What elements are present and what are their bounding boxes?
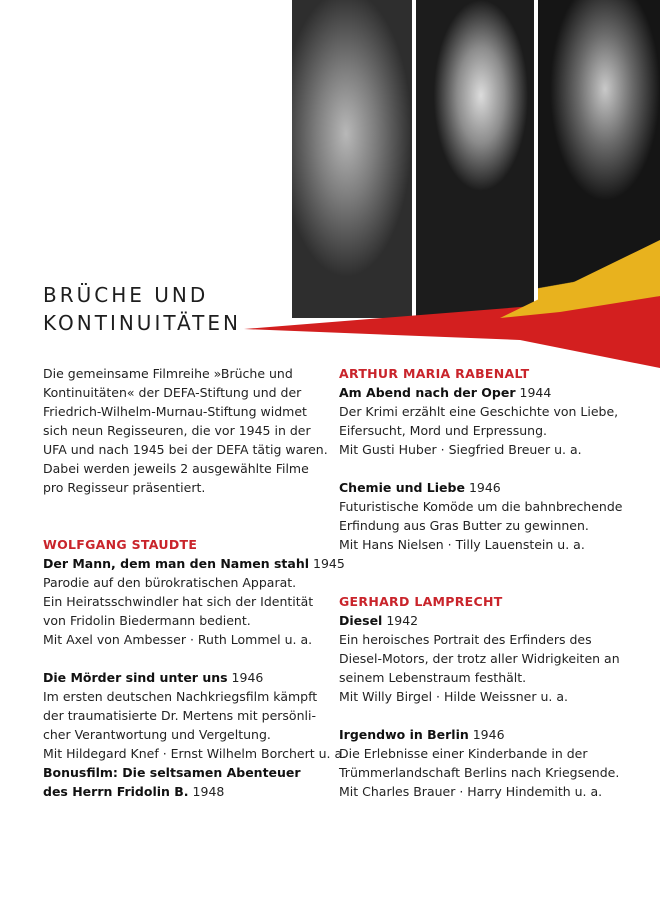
film-cast-line: Mit Willy Birgel · Hilde Weissner u. a. — [339, 689, 568, 704]
film-cast-line: Mit Axel von Ambesser · Ruth Lommel u. a. — [43, 632, 313, 647]
page-headline — [43, 281, 241, 337]
film-cast-line: Mit Charles Brauer · Harry Hindemith u. a. — [339, 784, 603, 799]
intro-line: Kontinuitäten« der DEFA-Stiftung und der — [43, 385, 302, 400]
film-description-line: Futuristische Komöde um die bahnbrechende — [339, 499, 623, 514]
film-description-line: der traumatisierte Dr. Mertens mit persönli- — [43, 708, 316, 723]
headline-line-1: BRÜCHE UND — [43, 283, 209, 307]
film-description-line: Die Erlebnisse einer Kinderbande in der — [339, 746, 588, 761]
film-description-line: Trümmerlandschaft Berlins nach Kriegsende. — [339, 765, 620, 780]
film-year: 1945 — [313, 556, 345, 571]
film-title: Diesel — [339, 613, 383, 628]
film-description-line: Eifersucht, Mord und Erpressung. — [339, 423, 547, 438]
film-title: Irgendwo in Berlin — [339, 727, 469, 742]
film-title: Am Abend nach der Oper — [339, 385, 516, 400]
film-description-line: von Fridolin Biedermann bedient. — [43, 613, 251, 628]
director-heading-staudte: WOLFGANG STAUDTE — [43, 537, 198, 552]
director-heading-lamprecht: GERHARD LAMPRECHT — [339, 594, 503, 609]
intro-line: pro Regisseur präsentiert. — [43, 480, 206, 495]
intro-line: Friedrich-Wilhelm-Murnau-Stiftung widmet — [43, 404, 307, 419]
film-description-line: seinem Lebenstraum festhält. — [339, 670, 527, 685]
film-entry — [339, 725, 644, 801]
intro-paragraph — [43, 364, 333, 497]
film-description-line: Ein heroisches Portrait des Erfinders des — [339, 632, 592, 647]
film-cast-line: Mit Hildegard Knef · Ernst Wilhelm Borchert u. a. — [43, 746, 347, 761]
film-entry — [43, 554, 345, 649]
film-description-line: Parodie auf den bürokratischen Apparat. — [43, 575, 297, 590]
film-entry — [339, 478, 644, 554]
film-year: 1944 — [519, 385, 552, 400]
film-description-line: Erfindung aus Gras Butter zu gewinnen. — [339, 518, 589, 533]
film-title: Der Mann, dem man den Namen stahl — [43, 556, 310, 571]
film-entry — [339, 611, 644, 706]
film-year: 1946 — [231, 670, 264, 685]
director-heading-rabenalt: ARTHUR MARIA RABENALT — [339, 366, 530, 381]
film-year: 1948 — [192, 784, 225, 799]
bonus-film-title-line-2: des Herrn Fridolin B. — [43, 784, 189, 799]
headline-line-2: KONTINUITÄTEN — [43, 311, 241, 335]
bonus-film-entry — [43, 763, 333, 801]
film-description-line: Im ersten deutschen Nachkriegsfilm kämpft — [43, 689, 318, 704]
film-title: Chemie und Liebe — [339, 480, 465, 495]
film-year: 1942 — [386, 613, 419, 628]
bonus-film-title-line-1: Bonusfilm: Die seltsamen Abenteuer — [43, 765, 301, 780]
film-cast-line: Mit Gusti Huber · Siegfried Breuer u. a. — [339, 442, 582, 457]
film-title: Die Mörder sind unter uns — [43, 670, 228, 685]
intro-line: sich neun Regisseuren, die vor 1945 in der — [43, 423, 311, 438]
intro-line: Dabei werden jeweils 2 ausgewählte Filme — [43, 461, 309, 476]
red-wedge-shape — [244, 296, 660, 368]
film-description-line: Ein Heiratsschwindler hat sich der Identität — [43, 594, 314, 609]
intro-line: UFA und nach 1945 bei der DEFA tätig waren. — [43, 442, 328, 457]
film-cast-line: Mit Hans Nielsen · Tilly Lauenstein u. a. — [339, 537, 585, 552]
right-column — [339, 364, 644, 801]
film-description-line: Der Krimi erzählt eine Geschichte von Liebe, — [339, 404, 619, 419]
film-description-line: Diesel-Motors, der trotz aller Widrigkeiten an — [339, 651, 620, 666]
film-description-line: cher Verantwortung und Vergeltung. — [43, 727, 271, 742]
film-year: 1946 — [468, 480, 501, 495]
intro-line: Die gemeinsame Filmreihe »Brüche und — [43, 366, 293, 381]
film-entry — [43, 668, 347, 763]
left-column — [43, 364, 347, 801]
film-year: 1946 — [472, 727, 505, 742]
film-entry — [339, 383, 644, 459]
